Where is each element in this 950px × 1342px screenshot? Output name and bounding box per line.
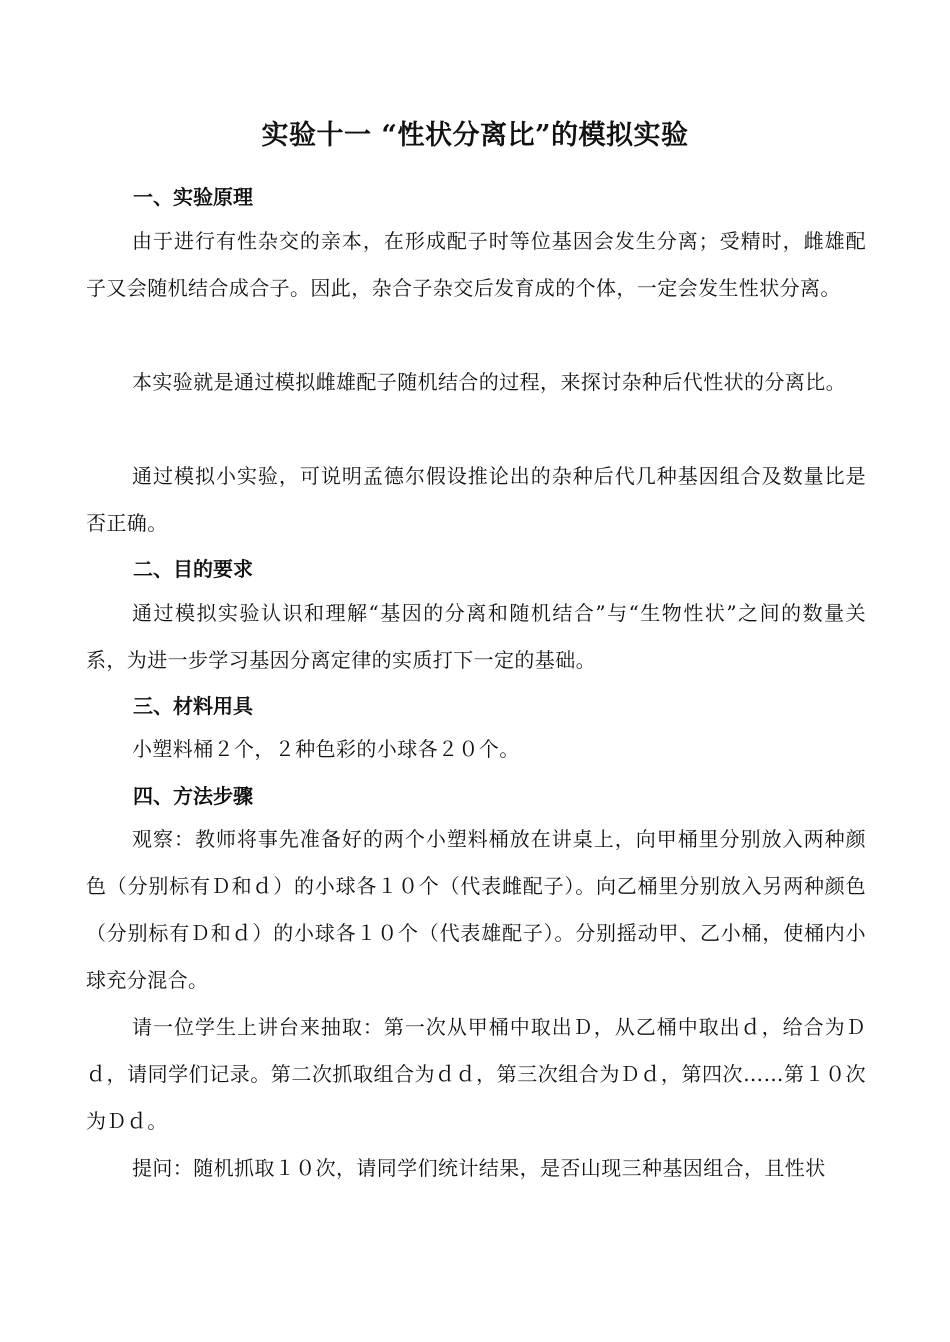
paragraph-principle-2: 本实验就是通过模拟雌雄配子随机结合的过程，来探讨杂种后代性状的分离比。 — [132, 370, 846, 394]
section-heading-methods: 四、方法步骤 — [133, 784, 253, 808]
document-title: 实验十一 “性状分离比”的模拟实验 — [261, 120, 689, 151]
section-heading-purpose: 二、目的要求 — [133, 557, 253, 581]
section-heading-principle: 一、实验原理 — [133, 185, 253, 209]
paragraph-methods-3: 提问：随机抓取１０次，请同学们统计结果，是否山现三种基因组合，且性状 — [132, 1156, 826, 1180]
paragraph-materials-1: 小塑料桶２个，２种色彩的小球各２０个。 — [132, 737, 520, 761]
paragraph-methods-2: 请一位学生上讲台来抽取：第一次从甲桶中取出Ｄ，从乙桶中取出ｄ，给合为Ｄｄ，请同学们记录。第二次抓取组合为ｄｄ，第三次组合为Ｄｄ，第四次……第１０次为Ｄｄ。 — [86, 1015, 866, 1133]
paragraph-principle-1: 由于进行有性杂交的亲本，在形成配子时等位基因会发生分离；受精时，雌雄配子又会随机结合成合子。因此，杂合子杂交后发育成的个体，一定会发生性状分离。 — [86, 229, 866, 300]
paragraph-methods-1: 观察：教师将事先准备好的两个小塑料桶放在讲桌上，向甲桶里分别放入两种颜色（分别标有Ｄ和ｄ）的小球各１０个（代表雌配子）。向乙桶里分别放入另两种颜色（分别标有Ｄ和ｄ）的小球各１０个（代表雄配子）。分别摇动甲、乙小桶，使桶内小球充分混合。 — [86, 827, 866, 992]
section-heading-materials: 三、材料用具 — [133, 694, 253, 718]
paragraph-principle-3: 通过模拟小实验，可说明孟德尔假设推论出的杂种后代几种基因组合及数量比是否正确。 — [86, 464, 866, 535]
paragraph-purpose-1: 通过模拟实验认识和理解“基因的分离和随机结合”与“生物性状”之间的数量关系，为进一步学习基因分离定律的实质打下一定的基础。 — [86, 601, 866, 672]
